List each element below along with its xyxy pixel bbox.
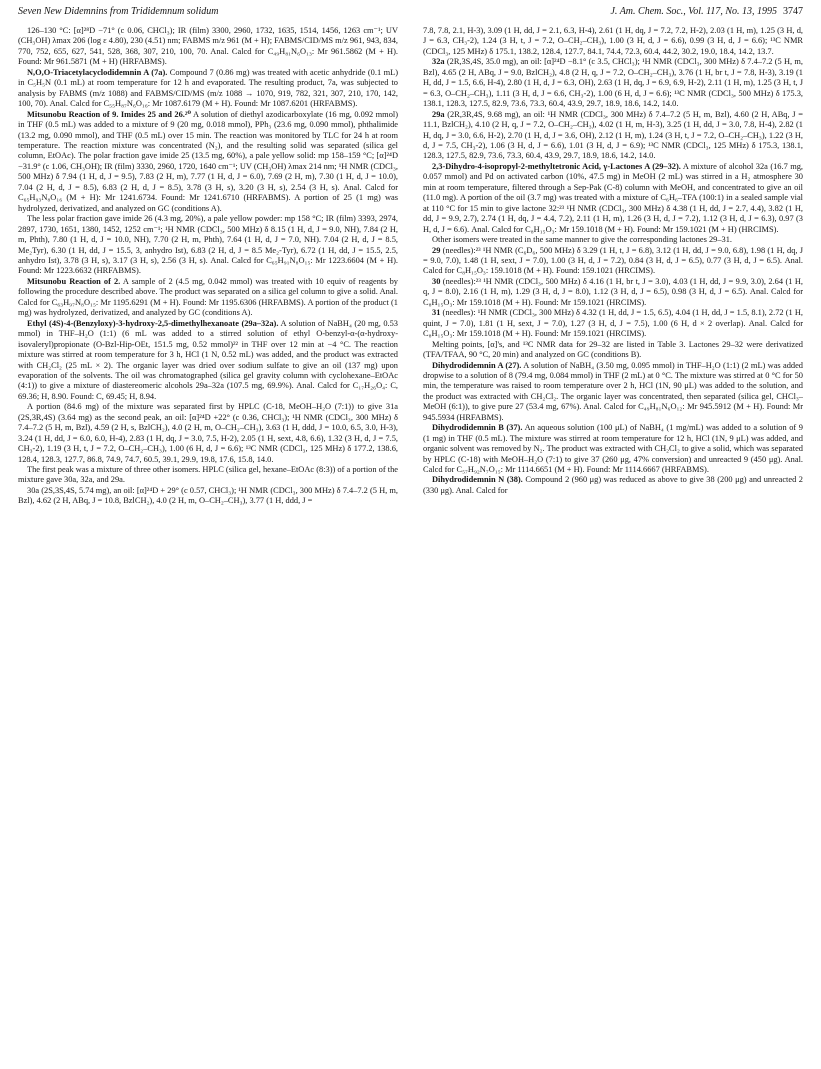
paragraph-text: (needles): ¹H NMR (CDCl₃, 300 MHz) δ 4.32 (1 H, dd, J = 1.5, 6.5), 4.04 (1 H, dd, J = 1.5, 8.1), 2.72 (1 H, quint, J = 7.0), 1.81 (1 H, sext, J = 7.0), 1.27 (3 H, d, J = 7.5), 1.00 (6 H, d × 2 overlap). Anal. Calcd for C₈H₁₅O₃: Mr 159.1018 (M + H). Found: Mr 159.1021 (HRCIMS). — [423, 308, 803, 339]
paragraph — [423, 246, 803, 277]
paragraph-heading: 29 — [432, 245, 441, 255]
paragraph — [18, 486, 398, 507]
paragraph-text: An aqueous solution (100 μL) of NaBH₄ (1 mg/mL) was added to a solution of 9 (1 mg) in THF (0.5 mL). The mixture was stirred at room temperature for 12 h, HCl (1N, 9 μL) was added, and organic solvent was removed by N₂. The product was extracted with CH₂Cl₂ to give a solid, which was separated by HPLC (C-18) with MeOH–H₂O (7:1) to give 37 (260 μg, 47% conversion) and unreacted 9 (450 μg). Anal. Calcd for C₅₇H₉₂N₇O₁₅: Mr 1114.6651 (M + H). Found: Mr 1114.6667 (HRFABMS). — [423, 423, 803, 475]
paragraph-text: A portion (84.6 mg) of the mixture was separated first by HPLC (C-18, MeOH–H₂O (7:1)) to give 31a (2S,3R,4S) (3.64 mg) as the second peak, an oil: [α]²⁴D +22° (c 0.36, CHCl₃); ¹H NMR (CDCl₃, 300 MHz) δ 7.4–7.2 (5 H, m, Bzl), 4.59 (2 H, s, BzlCH₂), 4.0 (2 H, m, O–CH₂–CH₃), 3.63 (1 H, ddd, J = 10.0, 6.5, 3.0, H-3), 3.24 (1 H, dd, J = 6.0, 6.0, H-4), 2.83 (1 H, dq, J = 3.0, 7.5, H-2), 2.05 (1 H, sext, 4.8, 6.6), 1.32 (3 H, d, J = 7.5, CH₃-2), 1.19 (3 H, t, J = 7.2, O–CH₂–CH₃), 1.00 (6 H, d, J = 6.6); ¹³C NMR (CDCl₃, 125 MHz) δ 177.2, 138.6, 128.4, 128.3, 127.7, 86.8, 74.9, 74.7, 60.5, 39.1, 29.9, 19.8, 17.6, 15.8, 14.0. — [18, 402, 398, 464]
paragraph-heading: Mitsunobu Reaction of 2. — [27, 276, 121, 286]
paragraph — [423, 361, 803, 424]
paragraph-heading: Dihydrodidemnin N (38). — [432, 475, 523, 485]
page-number: 3747 — [783, 6, 803, 17]
paragraph — [423, 162, 803, 235]
paragraph-text: A sample of 2 (4.5 mg, 0.042 mmol) was treated with 10 equiv of reagents by following the procedure described above. The product was separated on a silica gel column to give a solid. Anal. Calcd for C₆₃H₉₇N₈O₁₅: Mr 1195.6291 (M + H). Found: Mr 1195.6306 (HRFABMS). A portion of the product (1 mg) was hydrolyzed, derivatized, and analyzed by GC (conditions A). — [18, 276, 398, 318]
paragraph — [18, 68, 398, 110]
paragraph-text: 7.8, 7.8, 2.1, H-3), 3.09 (1 H, dd, J = 2.1, 6.3, H-4), 2.61 (1 H, dq, J = 7.2, 7.2, H-2), 2.03 (1 H, m), 1.25 (3 H, d, J = 6.3, CH₃-2), 1.24 (3 H, t, J = 7.2, O–CH₂–CH₃), 1.00 (3 H, d, J = 6.6), 0.99 (3 H, d, J = 6.6); ¹³C NMR (CDCl₃, 125 MHz) δ 175.1, 138.2, 128.4, 127.7, 84.1, 74.4, 72.3, 60.4, 44.2, 30.2, 19.0, 18.4, 14.2, 13.7. — [423, 26, 803, 56]
paragraph — [423, 110, 803, 162]
paragraph-text: Compound 7 (0.86 mg) was treated with acetic anhydride (0.1 mL) in C₅H₅N (0.1 mL) at room temperature for 12 h and evaporated. The resulting product, 7a, was subjected to analysis by FABMS (m/z 1088) and FABMS/CID/MS (m/z 1088 → 1070, 919, 782, 321, 307, 210, 170, 142, 100, 70). Anal. Calcd for C₅₅H₈₇N₆O₁₆: Mr 1087.6179 (M + H). Found: Mr 1087.6201 (HRFABMS). — [18, 67, 398, 109]
paragraph — [423, 475, 803, 496]
paragraph-text: A solution of NaBH₄ (3.50 mg, 0.095 mmol) in THF–H₂O (1:1) (2 mL) was added dropwise to a solution of 8 (79.4 mg, 0.084 mmol) in THF (2 mL) at 0 °C. The mixture was stirred at 0 °C for 50 min, the temperature was raised to room temperature over 2 h, HCl (1N, 90 μL) was added to the solution, and the product was extracted with CH₂Cl₂. The organic layer was concentrated, then separated (silica gel, CHCl₃–MeOH (6:1)), to give pure 27 (53.4 mg, 67%). Anal. Calcd for C₄₉H₈₁N₆O₁₂: Mr 945.5912 (M + H). Found: Mr 945.5934 (HRFABMS). — [423, 360, 803, 422]
paragraph-text: Melting points, [α]'s, and ¹³C NMR data for 29–32 are listed in Table 3. Lactones 29–32 were derivatized (TFA/TFAA, 90 °C, 20 min) and analyzed on GC (conditions B). — [423, 339, 803, 360]
paragraph-heading: 31 — [432, 308, 441, 318]
paragraph — [18, 319, 398, 403]
journal-name: J. Am. Chem. Soc., Vol. 117, No. 13, 1995 — [610, 6, 777, 17]
paragraph — [18, 277, 398, 319]
paragraph-text: (needles):²³ ¹H NMR (CDCl₃, 500 MHz) δ 4.16 (1 H, br t, J = 3.0), 4.03 (1 H, dd, J = 9.9, 3.0), 2.64 (1 H, q, J = 8.0), 2.16 (1 H, m), 1.29 (3 H, d, J = 8.0), 1.12 (3 H, d, J = 6.5), 0.98 (3 H, d, J = 6.5). Anal. Calcd for C₈H₁₅O₃: Mr 159.1018 (M + H). Found: Mr 159.1021 (HRCIMS). — [423, 276, 803, 307]
paragraph — [18, 26, 398, 68]
body-columns — [18, 26, 803, 1064]
paragraph — [423, 277, 803, 308]
paragraph — [423, 235, 803, 245]
right-column — [423, 26, 803, 1064]
paragraph-text: A solution of NaBH₄ (20 mg, 0.53 mmol) in THF–H₂O (1:1) (6 mL was added to a stirred solution of ethyl O-benzyl-α-(α-hydroxy-isovaleryl)propionate (O-Bzl-Hip-OEt, 151.5 mg, 0.52 mmol)²² in THF over 12 min at −4 °C. The reaction mixture was stirred at room temperature for 3 h, HCl (1 N, 0.52 mL) was added, and the product was extracted with CH₂Cl₂ (25 mL × 2). The organic layer was dried over sodium sulfate to give an oil (137 mg) upon evaporation of the solvents. The oil was chromatographed (silica gel gravity column with cyclohexane–EtOAc (4:1)) to give a mixture of diastereomeric alcohols 29a–32a (107.5 mg, 69.9%). Anal. Calcd for C₁₇H₂₆O₄: C, 69.36; H, 8.90. Found: C, 69.45; H, 8.94. — [18, 318, 398, 401]
paragraph-heading: N,O,O-Triacetylacyclodidemnin A (7a). — [27, 67, 168, 77]
paragraph — [423, 308, 803, 339]
paragraph — [18, 214, 398, 277]
paragraph-text: The first peak was a mixture of three other isomers. HPLC (silica gel, hexane–EtOAc (8:3)) of a portion of the mixture gave 30a, 32a, and 29a. — [18, 465, 398, 485]
page-header — [18, 6, 803, 22]
paragraph-heading: 32a — [432, 57, 445, 67]
paragraph-text: Other isomers were treated in the same manner to give the corresponding lactones 29–31. — [432, 235, 733, 245]
paragraph-text: 30a (2S,3S,4S, 5.74 mg), an oil: [α]²⁴D + 29° (c 0.57, CHCl₃); ¹H NMR (CDCl₃, 300 MHz) δ 7.4–7.2 (5 H, m, Bzl), 4.62 (2 H, ABq, J = 10.8, BzlCH₂), 4.0 (2 H, m, O–CH₂–CH₃), 3.77 (1 H, ddd, J = — [18, 485, 398, 506]
paragraph-text: 126–130 °C: [α]²⁸D −71° (c 0.06, CHCl₃); IR (film) 3300, 2960, 1732, 1635, 1514, 1456, 1263 cm⁻¹; UV (CH₃OH) λmax 206 (log ε 4.80), 230 (4.51) nm; FABMS m/z 961 (M + H); FABMS/CID/MS m/z 961, 943, 834, 770, 752, 655, 627, 541, 528, 368, 307, 210, 100, 70. Anal. Calcd for C₄₉H₈₁N₆O₁₃: Mr 961.5862 (M + H). Found: Mr 961.5871 (M + H) (HRFABMS). — [18, 26, 398, 67]
left-column — [18, 26, 398, 1064]
journal-citation — [610, 6, 803, 17]
paragraph — [18, 402, 398, 465]
paragraph-text: (2R,3R,4S, 9.68 mg), an oil: ¹H NMR (CDCl₃, 300 MHz) δ 7.4–7.2 (5 H, m, Bzl), 4.60 (2 H, ABq, J = 11.1, BzlCH₂), 4.10 (2 H, q, J = 7.2, O–CH₂–CH₃), 4.02 (1 H, m, H-3), 3.25 (1 H, dd, J = 3.0, 7.8, H-4), 2.82 (1 H, dq, J = 3.0, 6.6, H-2), 2.70 (1 H, d, J = 3.6, OH), 2.12 (1 H, m), 1.24 (3 H, t, J = 7.2, O–CH₂–CH₃), 1.22 (3 H, d, J = 7.5, CH₃-2), 1.06 (3 H, d, J = 6.6), 1.01 (3 H, d, J = 6.9); ¹³C NMR (CDCl₃, 125 MHz) δ 175.3, 138.1, 128.3, 127.5, 82.9, 73.6, 73.3, 60.4, 43.9, 29.7, 18.9, 18.6, 14.2, 14.0. — [423, 109, 803, 161]
paragraph — [423, 423, 803, 475]
paragraph-text: A mixture of alcohol 32a (16.7 mg, 0.057 mmol) and Pd on activated carbon (10%, 47.5 mg) in MeOH (2 mL) was stirred in a H₂ atmosphere 30 min at room temperature, filtered through a Sep-Pak (C-8) column with MeOH, and concentrated to give an oil (11.0 mg). A portion of the oil (3.7 mg) was treated with a mixture of C₆H₆–TFA (100:1) in a sealed sample vial at 110 °C for 15 min to give lactone 32:²³ ¹H NMR (CDCl₃, 300 MHz) δ 4.38 (1 H, dd, J = 2.7, 4.4), 3.82 (1 H, dd, J = 9.9, 2.7), 2.74 (1 H, dq, J = 4.4, 7.2), 2.11 (1 H, m), 1.26 (3 H, d, J = 7.2), 1.12 (3 H, d, J = 6.3), 0.97 (3 H, d, J = 6.6). Anal. Calcd for C₈H₁₅O₃: Mr 159.1018 (M + H). Found: Mr 159.1021 (M + H) (HRCIMS). — [423, 161, 803, 234]
paragraph-heading: 2,3-Dihydro-4-isopropyl-2-methyltetronic Acid, γ-Lactones A (29–32). — [432, 161, 681, 171]
paragraph-text: (needles):²³ ¹H NMR (C₆D₆, 500 MHz) δ 3.29 (1 H, t, J = 6.8), 3.12 (1 H, dd, J = 9.0, 6.8), 1.98 (1 H, dq, J = 9.0, 7.0), 1.48 (1 H, sext, J = 7.0), 1.00 (3 H, d, J = 7.2), 0.84 (3 H, d, J = 6.5), 0.77 (3 H, d, J = 6.5). Anal. Calcd for C₈H₁₅O₃: 159.1018 (M + H). Found: 159.1021 (HRCIMS). — [423, 245, 803, 276]
paragraph-heading: Ethyl (4S)-4-(Benzyloxy)-3-hydroxy-2,5-dimethylhexanoate (29a–32a). — [27, 318, 279, 328]
running-title: Seven New Didemnins from Trididemnum solidum — [18, 6, 219, 17]
paragraph-text: The less polar fraction gave imide 26 (4.3 mg, 20%), a pale yellow powder: mp 158 °C; IR (film) 3393, 2974, 2897, 1730, 1651, 1380, 1452, 1252 cm⁻¹; ¹H NMR (CDCl₃, 500 MHz) δ 8.15 (1 H, d, J = 9.0, NH), 7.84 (2 H, m, Phth), 7.80 (1 H, d, J = 10.0, NH), 7.70 (2 H, m, Phth), 7.64 (1 H, d, J = 7.0, NH). 7.04 (2 H, d, J = 8.5, Me₂Tyr), 6.30 (1 H, dd, J = 15.5, 3, anhydro Ist), 6.83 (2 H, d, J = 8.5 Me₂-Tyr), 6.72 (1 H, dd, J = 15.5, 2.5, anhydro Ist), 3.78 (3 H, s), 3.17 (3 H, s), 2.56 (3 H, s). Anal. Calcd for C₆₅H₉₁N₈O₁₅: Mr 1223.6604 (M + H). Found: Mr 1223.6632 (HRFABMS). — [18, 214, 398, 276]
paragraph — [18, 110, 398, 215]
paragraph — [423, 26, 803, 57]
paragraph — [423, 340, 803, 361]
paragraph-heading: Dihydrodidemnin B (37). — [432, 423, 523, 433]
paragraph-heading: Dihydrodidemnin A (27). — [432, 360, 522, 370]
paragraph-text: Compound 2 (960 μg) was reduced as above to give 38 (200 μg) and unreacted 2 (330 μg). Anal. Calcd for — [423, 475, 803, 495]
paragraph-text: A solution of diethyl azodicarboxylate (16 mg, 0.092 mmol) in THF (0.5 mL) was added to a mixture of 9 (20 mg, 0.018 mmol), PPh₃ (23.6 mg, 0.090 mmol), phthalimide (13.2 mg, 0.090 mmol), and THF (0.5 mL) over 15 min. The reaction was monitored by TLC for 24 h at room temperature. The reaction mixture was concentrated (N₂), and the resulting solid was separated (silica gel column, EtOAc). The polar fraction gave imide 25 (13.5 mg, 60%), a pale yellow solid: mp 158–159 °C; [α]²⁴D −31.9° (c 1.06, CH₃OH); IR (film) 3330, 2960, 1720, 1640 cm⁻¹; UV (CH₃OH) λmax 214 nm; ¹H NMR (CDCl₃, 500 MHz) δ 7.94 (1 H, d, J = 9.5), 7.83 (2 H, m), 7.77 (1 H, d, J = 6.0), 7.69 (2 H, m), 7.30 (1 H, d, J = 10.0), 7.04 (2 H, d, J = 8.5), 6.83 (2 H, d, J = 8.5), 3.78 (3 H, s), 3.20 (3 H, s), 2.54 (3 H, s). Anal. Calcd for C₆₅H₉₃N₈O₁₆ (M + H): Mr 1241.6734. Found: Mr 1241.6710 (HRFABMS). A portion of 25 (1 mg) was hydrolyzed, derivatized, and analyzed on GC (conditions A). — [18, 109, 398, 213]
paragraph-heading: Mitsunobu Reaction of 9. Imides 25 and 26.²⁰ — [27, 109, 192, 119]
paragraph — [18, 465, 398, 486]
paragraph-heading: 30 — [432, 276, 441, 286]
paragraph — [423, 57, 803, 109]
paragraph-text: (2R,3S,4S, 35.0 mg), an oil: [α]²⁴D −8.1° (c 3.5, CHCl₃); ¹H NMR (CDCl₃, 300 MHz) δ 7.4–7.2 (5 H, m, Bzl), 4.65 (2 H, ABq, J = 9.0, BzlCH₂), 4.8 (2 H, q, J = 7.2, O–CH₂–CH₃), 3.76 (1 H, br t, J = 7.8, H-3), 3.19 (1 H, dd, J = 1.5, 6.6, H-4), 2.80 (1 H, d, J = 6.3, OH), 2.63 (1 H, dq, J = 6.9, 6.9, H-2), 2.11 (1 H, m), 1.25 (3 H, t, J = 6.3, O–CH₂–CH₃), 1.11 (3 H, d, J = 6.6, CH₃-2), 1.00 (6 H, d, J = 6.6); ¹³C NMR (CDCl₃, 500 MHz) δ 175.3, 138.1, 128.3, 127.5, 82.9, 73.6, 73.3, 60.4, 43.9, 29.7, 18.9, 18.6, 14.2, 14.0. — [423, 57, 803, 109]
paragraph-heading: 29a — [432, 109, 445, 119]
